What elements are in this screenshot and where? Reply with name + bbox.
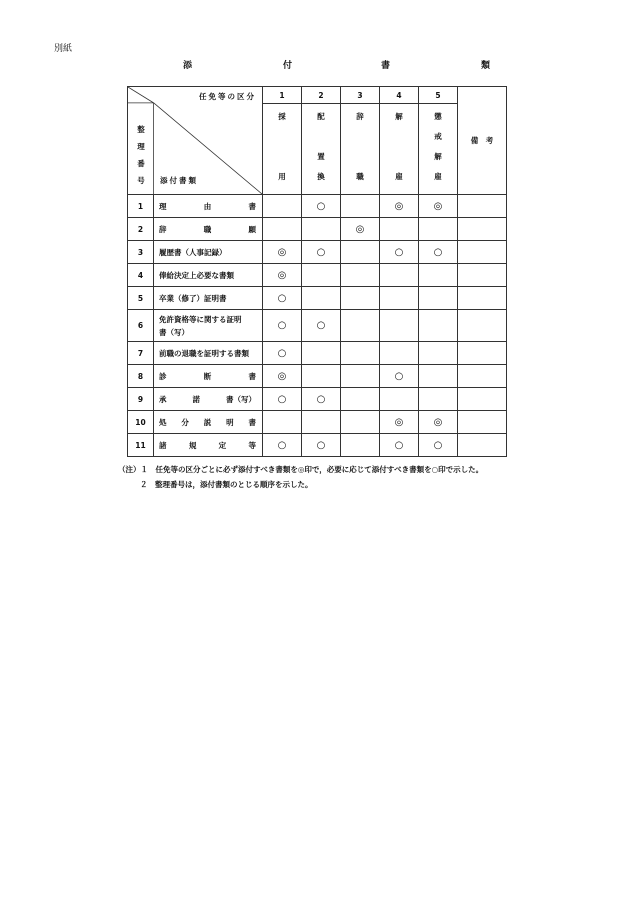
row-number: 2 [128,218,154,241]
document-name: 諸 規 定 等 [154,434,263,457]
requirement-mark: ◎ [341,218,380,241]
requirement-mark [419,218,458,241]
footnote-1: （注）１ 任免等の区分ごとに必ず添付すべき書類を◎印で，必要に応じて添付すべき書類を○印で示した。 [118,465,484,474]
title-char: 添 [183,61,193,71]
document-name: 処 分 説 明 書 [154,411,263,434]
category-header: 任免等の区分 [199,92,256,101]
requirement-mark [419,287,458,310]
row-number: 10 [128,411,154,434]
table-row [128,241,507,264]
requirement-mark: ○ [380,241,419,264]
table-row [128,434,507,457]
row-number: 1 [128,195,154,218]
footnotes [118,462,483,492]
row-number: 5 [128,287,154,310]
document-name: 免許資格等に関する証明書（写） [154,310,263,342]
document-name: 診 断 書 [154,365,263,388]
table-row [128,287,507,310]
requirement-mark: ○ [302,310,341,342]
column-label: 懲 戒 解 雇 [419,104,458,195]
table-row [128,388,507,411]
requirement-mark [341,195,380,218]
column-label: 採 用 [263,104,302,195]
document-name: 俸給決定上必要な書類 [154,264,263,287]
requirement-mark [341,365,380,388]
table-row [128,411,507,434]
requirement-mark [380,310,419,342]
requirement-mark: ○ [263,342,302,365]
requirement-mark [341,264,380,287]
requirement-mark [302,411,341,434]
requirement-mark [380,264,419,287]
remarks-cell [458,264,507,287]
requirement-mark [380,342,419,365]
attachments-table [127,86,507,457]
document-header: 添付書類 [160,176,198,185]
requirement-mark: ○ [302,195,341,218]
title-char: 付 [283,61,293,71]
requirement-mark: ◎ [263,365,302,388]
requirement-mark: ◎ [380,195,419,218]
remarks-cell [458,388,507,411]
requirement-mark: ○ [419,241,458,264]
requirement-mark: ○ [263,388,302,411]
requirement-mark: ◎ [419,195,458,218]
requirement-mark: ◎ [380,411,419,434]
requirement-mark: ○ [380,434,419,457]
requirement-mark [419,342,458,365]
document-name: 理 由 書 [154,195,263,218]
requirement-mark [341,434,380,457]
column-number: 4 [380,87,419,104]
column-number: 5 [419,87,458,104]
title-char: 書 [381,61,391,71]
requirement-mark [341,411,380,434]
requirement-mark [341,241,380,264]
document-name: 前職の退職を証明する書類 [154,342,263,365]
requirement-mark [419,310,458,342]
requirement-mark: ◎ [419,411,458,434]
requirement-mark [302,365,341,388]
remarks-cell [458,310,507,342]
requirement-mark [302,342,341,365]
remarks-cell [458,434,507,457]
row-number: 7 [128,342,154,365]
column-label: 配 置 換 [302,104,341,195]
row-number: 3 [128,241,154,264]
footnote-2: ２ 整理番号は，添付書類のとじる順序を示した。 [140,480,313,489]
requirement-mark [263,411,302,434]
remarks-cell [458,241,507,264]
requirement-mark [341,388,380,411]
requirement-mark: ◎ [263,241,302,264]
requirement-mark [419,264,458,287]
column-label: 解 雇 [380,104,419,195]
row-number: 4 [128,264,154,287]
requirement-mark: ○ [419,434,458,457]
document-name: 履歴書（人事記録） [154,241,263,264]
requirement-mark [341,342,380,365]
document-name: 辞 職 願 [154,218,263,241]
page-title [0,58,630,72]
attachment-label: 別紙 [54,44,73,54]
row-number: 8 [128,365,154,388]
remarks-cell [458,342,507,365]
requirement-mark [341,287,380,310]
column-label: 辞 職 [341,104,380,195]
requirement-mark: ◎ [263,264,302,287]
requirement-mark [263,218,302,241]
table-row [128,342,507,365]
column-number: 3 [341,87,380,104]
requirement-mark [302,264,341,287]
column-number: 2 [302,87,341,104]
requirement-mark [380,218,419,241]
remarks-cell [458,411,507,434]
remarks-cell [458,218,507,241]
requirement-mark [419,388,458,411]
requirement-mark: ○ [380,365,419,388]
requirement-mark: ○ [263,310,302,342]
requirement-mark [302,218,341,241]
requirement-mark [380,287,419,310]
requirement-mark [263,195,302,218]
requirement-mark: ○ [263,434,302,457]
row-number: 11 [128,434,154,457]
requirement-mark [419,365,458,388]
remarks-cell [458,195,507,218]
requirement-mark: ○ [302,241,341,264]
requirement-mark [380,388,419,411]
row-number: 9 [128,388,154,411]
table-row [128,310,507,342]
table-row [128,264,507,287]
column-number: 1 [263,87,302,104]
document-name: 承 諾 書（写） [154,388,263,411]
requirement-mark: ○ [263,287,302,310]
requirement-mark: ○ [302,388,341,411]
table-row [128,365,507,388]
row-number: 6 [128,310,154,342]
table-row [128,195,507,218]
requirement-mark [341,310,380,342]
requirement-mark: ○ [302,434,341,457]
remarks-cell [458,365,507,388]
row-number-header: 整 理 番 号 [137,125,145,185]
document-name: 卒業（修了）証明書 [154,287,263,310]
remarks-cell [458,287,507,310]
diagonal-header-cell [128,87,263,195]
remarks-header: 備 考 [458,87,507,195]
table-row [128,218,507,241]
title-char: 類 [481,61,491,71]
requirement-mark [302,287,341,310]
